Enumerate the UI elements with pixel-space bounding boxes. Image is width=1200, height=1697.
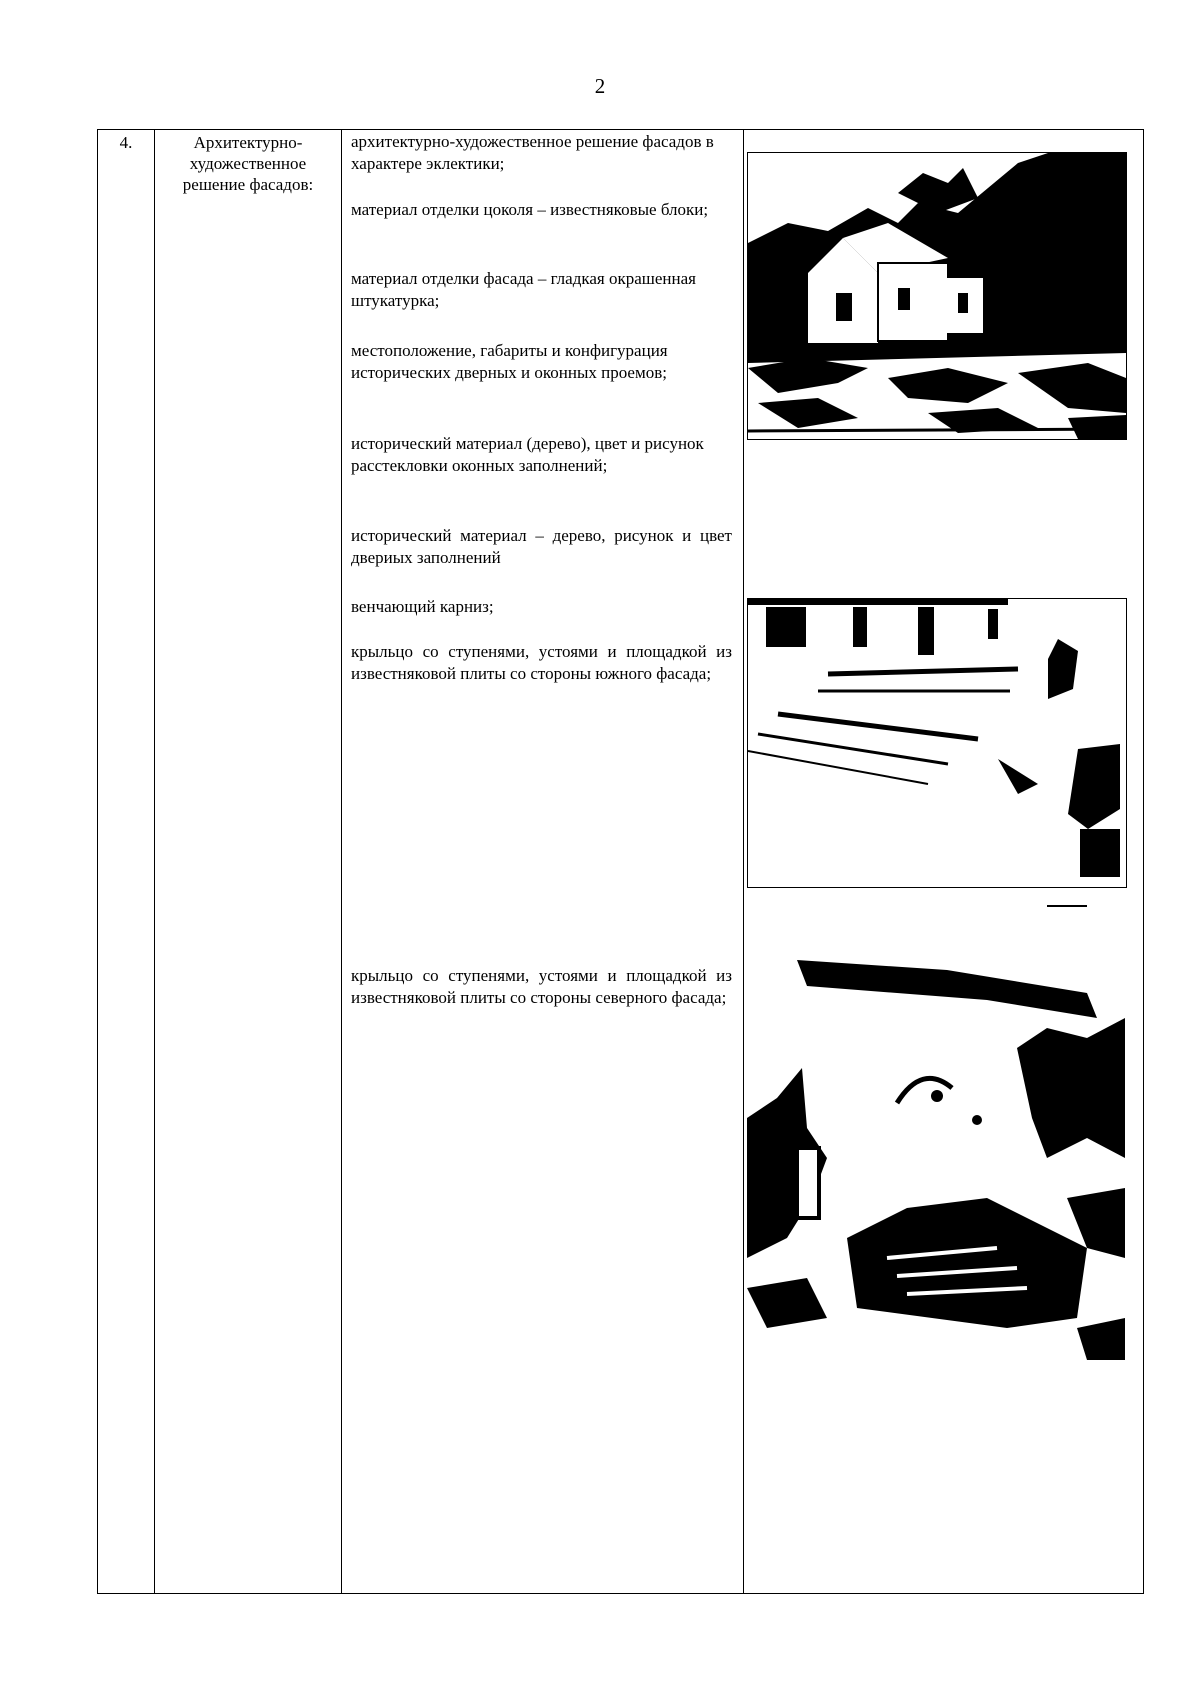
row-name [156,132,340,195]
page-number: 2 [594,74,606,98]
column-divider [154,130,155,1593]
requirement-paragraph: исторический материал – дерево, рисунок и цвет двериых заполнений [351,526,732,567]
requirement-paragraph: материал отделки фасада – гладкая окрашенная штукатурка; [351,269,696,310]
requirement-paragraph: материал отделки цоколя – известняковые блоки; [351,200,709,219]
row-number: 4. [119,133,133,152]
requirement-paragraph: крыльцо со ступенями, устоями и площадкой из известняковой плиты со стороны южного фасада; [351,642,732,683]
requirement-paragraph: исторический материал (дерево), цвет и рисунок расстекловки оконных заполнений; [351,434,704,475]
row-name-line: решение фасадов: [182,175,314,194]
row-name-line: художественное [189,154,307,173]
south-porch-photo [747,598,1127,888]
requirement-paragraph: венчающий карниз; [351,597,494,616]
building-photo [747,152,1127,440]
requirements-table [97,129,1144,1594]
requirement-paragraph: крыльцо со ступенями, устоями и площадкой из известняковой плиты со стороны северного фасада; [351,966,732,1007]
column-divider [341,130,342,1593]
column-divider [743,130,744,1593]
north-porch-photo [747,898,1125,1360]
requirement-paragraph: местоположение, габариты и конфигурация исторических дверных и оконных проемов; [351,341,668,382]
requirement-paragraph: архитектурно-художественное решение фасадов в характере эклектики; [351,132,714,173]
row-name-line: Архитектурно- [193,133,303,152]
